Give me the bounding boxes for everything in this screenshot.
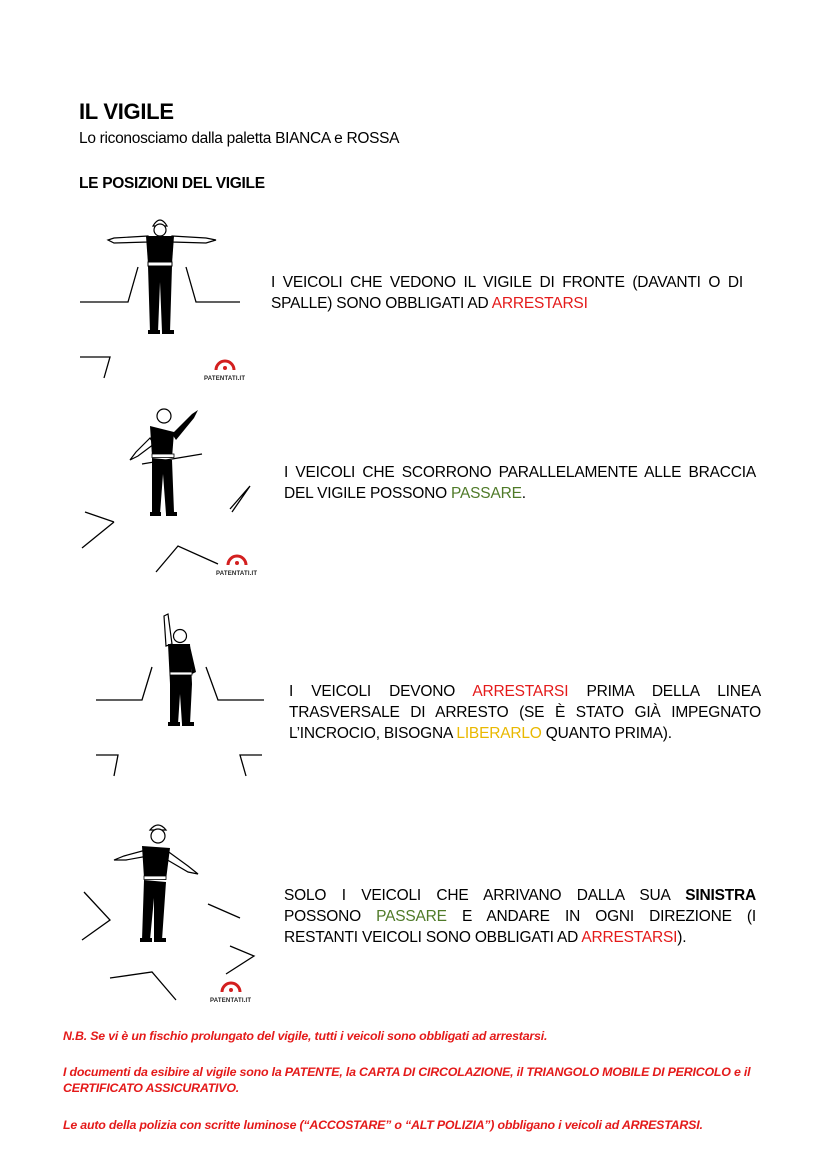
officer-arms-outstretched-figure (78, 212, 248, 382)
position-4-text: SOLO I VEICOLI CHE ARRIVANO DALLA SUA SINISTRA POSSONO PASSARE E ANDARE IN OGNI DIREZIONE (I RESTANTI VEICOLI SONO OBBLIGATI AD ARRESTARSI). (284, 887, 756, 946)
section-title: LE POSIZIONI DEL VIGILE (79, 175, 265, 192)
page-title: IL VIGILE (79, 99, 174, 124)
note-documents: I documenti da esibire al vigile sono la PATENTE, la CARTA DI CIRCOLAZIONE, il TRIANGOLO MOBILE DI PERICOLO e il CERTIFICATO ASSICURATIVO. (63, 1065, 751, 1095)
page-subtitle: Lo riconosciamo dalla paletta BIANCA e ROSSA (79, 130, 400, 147)
note-police-cars: Le auto della polizia con scritte luminose (“ACCOSTARE” o “ALT POLIZIA”) obbligano i veicoli ad ARRESTARSI. (63, 1118, 703, 1132)
officer-arm-raised-vertical-figure (94, 612, 274, 782)
patentati-logo: PATENTATI.IT (210, 980, 251, 1004)
officer-arm-raised-diagonal-figure (80, 404, 270, 576)
position-3-text: I VEICOLI DEVONO ARRESTARSI PRIMA DELLA LINEA TRASVERSALE DI ARRESTO (SE È STATO GIÀ IMPEGNATO L’INCROCIO, BISOGNA LIBERARLO QUANTO PRIMA). (289, 683, 762, 742)
position-1-text: I VEICOLI CHE VEDONO IL VIGILE DI FRONTE (DAVANTI O DI SPALLE) SONO OBBLIGATI AD ARRESTARSI (271, 274, 743, 312)
patentati-logo: PATENTATI.IT (216, 553, 257, 577)
position-2-text: I VEICOLI CHE SCORRONO PARALLELAMENTE ALLE BRACCIA DEL VIGILE POSSONO PASSARE. (284, 464, 756, 502)
note-whistle: N.B. Se vi è un fischio prolungato del vigile, tutti i veicoli sono obbligati ad arrestarsi. (63, 1029, 548, 1043)
patentati-logo: PATENTATI.IT (204, 358, 245, 382)
officer-arms-outstretched-side-figure (80, 822, 262, 1002)
